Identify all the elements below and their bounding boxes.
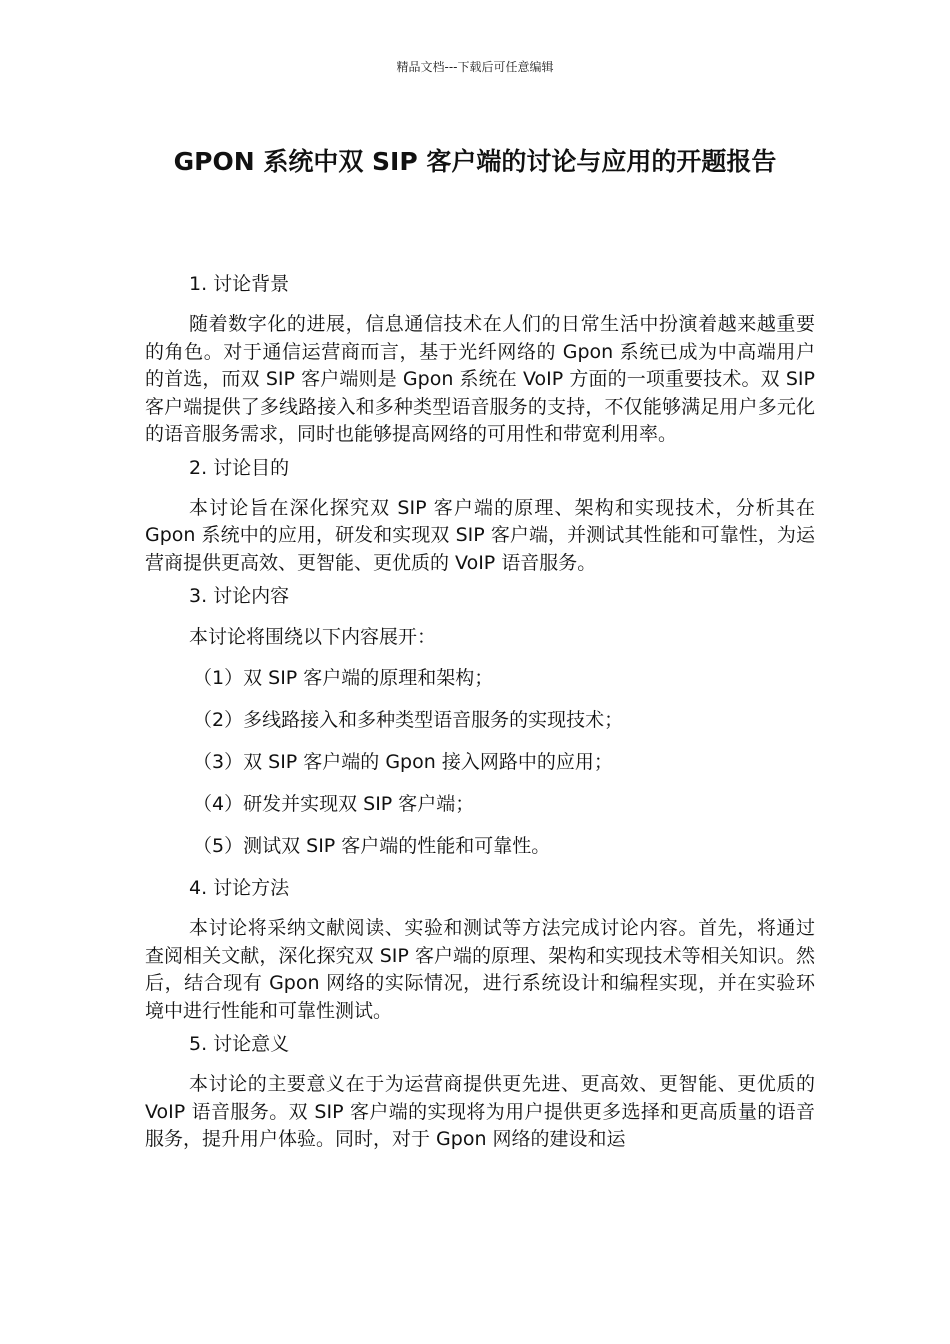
section-heading-method: 4. 讨论方法	[189, 877, 290, 899]
list-item: （3）双 SIP 客户端的 Gpon 接入网路中的应用；	[193, 751, 613, 773]
section-heading-purpose: 2. 讨论目的	[189, 456, 290, 479]
section-intro-content: 本讨论将围绕以下内容展开：	[189, 626, 437, 648]
list-item: （4）研发并实现双 SIP 客户端；	[193, 793, 475, 815]
section-heading-background: 1. 讨论背景	[189, 273, 290, 295]
list-item: （5）测试双 SIP 客户端的性能和可靠性。	[193, 835, 551, 857]
document-title: GPON 系统中双 SIP 客户端的讨论与应用的开题报告	[173, 147, 777, 176]
section-heading-content: 3. 讨论内容	[189, 585, 290, 607]
header-note: 精品文档---下载后可任意编辑	[396, 60, 554, 74]
section-text-background: 随着数字化的进展，信息通信技术在人们的日常生活中扮演着越来越重要的角色。对于通信运营商而言，基于光纤网络的 Gpon 系统已成为中高端用户的首选，而双 SIP 客户端则是 Gpon 系统在 VoIP 方面的一项重要技术。双 SIP 客户端提供了多线路接入和多种类型语音服务的支持，不仅能够满足用户多元化的语音服务需求，同时也能够提高网络的可用性和带宽利用率。	[145, 313, 815, 445]
section-text-purpose: 本讨论旨在深化探究双 SIP 客户端的原理、架构和实现技术，分析其在 Gpon 系统中的应用，研发和实现双 SIP 客户端，并测试其性能和可靠性，为运营商提供更高效、更智能、更优质的 VoIP 语音服务。	[145, 496, 815, 574]
section-text-significance: 本讨论的主要意义在于为运营商提供更先进、更高效、更智能、更优质的 VoIP 语音服务。双 SIP 客户端的实现将为用户提供更多选择和更高质量的语音服务，提升用户体验。同时，对于 Gpon 网络的建设和运	[145, 1073, 815, 1150]
document-body	[145, 270, 815, 1159]
section-text-method: 本讨论将采纳文献阅读、实验和测试等方法完成讨论内容。首先，将通过查阅相关文献，深化探究双 SIP 客户端的原理、架构和实现技术等相关知识。然后，结合现有 Gpon 网络的实际情况，进行系统设计和编程实现，并在实验环境中进行性能和可靠性测试。	[145, 917, 815, 1022]
list-item: （2）多线路接入和多种类型语音服务的实现技术；	[193, 709, 624, 731]
list-item: （1）双 SIP 客户端的原理和架构；	[193, 667, 494, 689]
section-heading-significance: 5. 讨论意义	[189, 1033, 290, 1055]
